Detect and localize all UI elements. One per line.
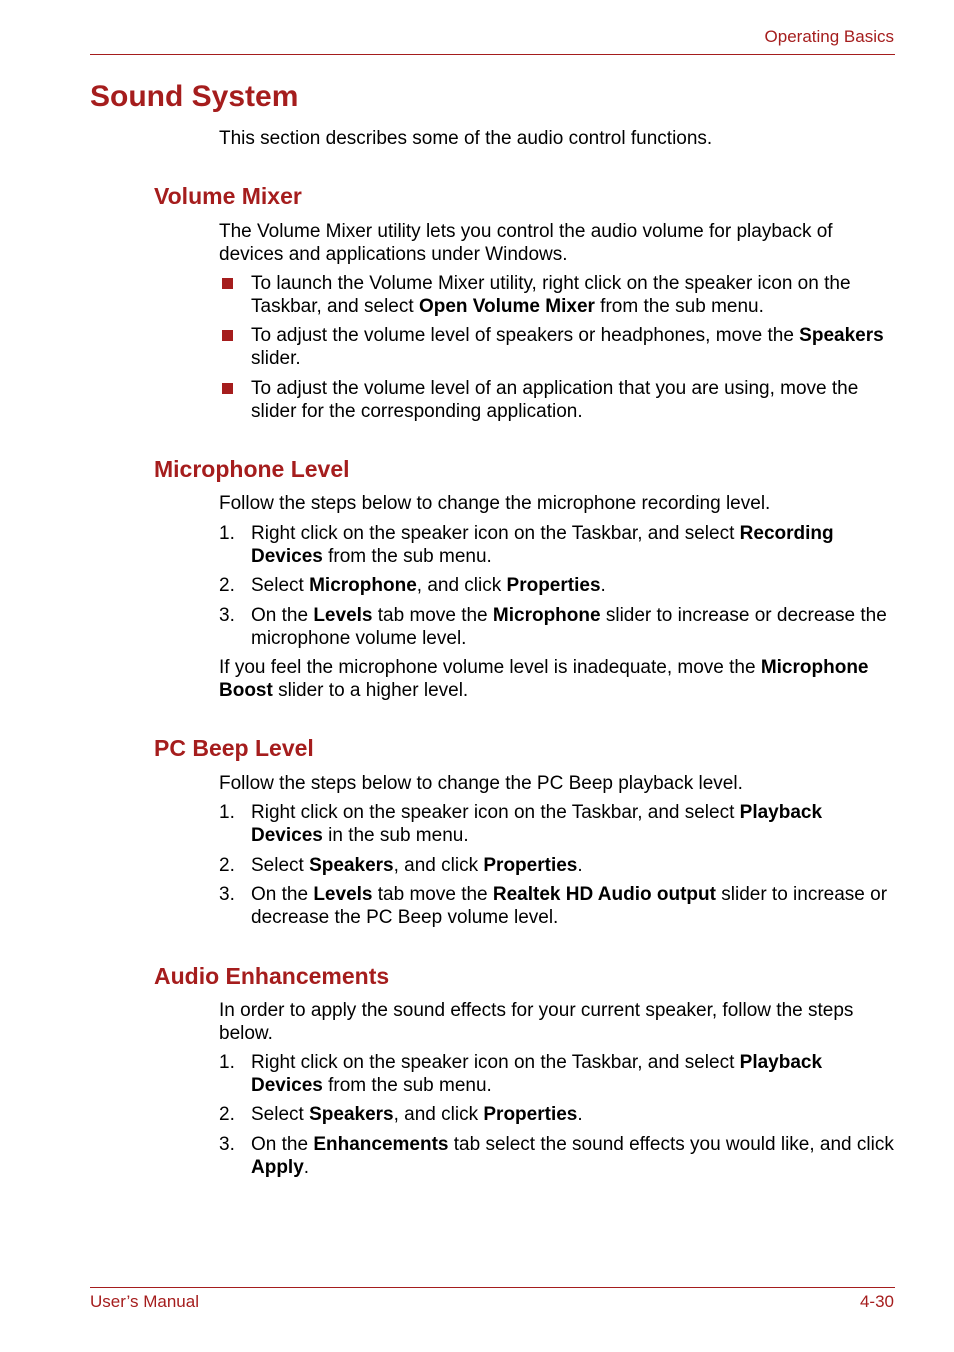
audio-enhancements-heading: Audio Enhancements — [154, 963, 390, 989]
footer-manual-label: User’s Manual — [90, 1292, 199, 1311]
audio-enh-step-1: 1. Right click on the speaker icon on the Taskbar, and select Playback Devices from the sub menu. — [219, 1052, 823, 1096]
audio-enh-step-3: 3. On the Enhancements tab select the sound effects you would like, and click Apply. — [219, 1134, 894, 1178]
volume-mixer-bullet-2: To adjust the volume level of speakers or headphones, move the Speakers slider. — [219, 324, 899, 370]
microphone-paragraph: Follow the steps below to change the microphone recording level. — [219, 493, 771, 514]
microphone-step-1: 1. Right click on the speaker icon on the Taskbar, and select Recording Devices from the sub menu. — [219, 523, 834, 567]
page-number: 4-30 — [859, 1292, 894, 1311]
pc-beep-step-3: 3. On the Levels tab move the Realtek HD Audio output slider to increase or decrease the PC Beep volume level. — [219, 884, 888, 928]
running-header: Operating Basics — [764, 27, 894, 46]
microphone-step-3: 3. On the Levels tab move the Microphone slider to increase or decrease the microphone volume level. — [219, 605, 887, 649]
intro-paragraph: This section describes some of the audio control functions. — [219, 128, 713, 149]
microphone-note: If you feel the microphone volume level is inadequate, move the Microphone Boost slider to a higher level. — [219, 657, 869, 701]
square-bullet-icon — [222, 278, 233, 289]
volume-mixer-paragraph: The Volume Mixer utility lets you control the audio volume for playback of devices and applications under Windows. — [219, 221, 833, 265]
pc-beep-step-1: 1. Right click on the speaker icon on the Taskbar, and select Playback Devices in the sub menu. — [219, 802, 823, 846]
header-rule — [90, 54, 895, 55]
audio-enh-step-2: 2. Select Speakers, and click Properties. — [219, 1104, 583, 1125]
microphone-level-heading: Microphone Level — [154, 456, 350, 482]
microphone-step-2: 2. Select Microphone, and click Properties. — [219, 575, 606, 596]
audio-enhancements-paragraph: In order to apply the sound effects for your current speaker, follow the steps below. — [219, 1000, 854, 1044]
volume-mixer-bullet-3: To adjust the volume level of an application that you are using, move the slider for the corresponding application. — [219, 377, 899, 423]
square-bullet-icon — [222, 330, 233, 341]
volume-mixer-heading: Volume Mixer — [154, 183, 302, 209]
pc-beep-level-heading: PC Beep Level — [154, 735, 314, 761]
footer-rule — [90, 1287, 895, 1288]
page-title: Sound System — [90, 80, 299, 113]
pc-beep-step-2: 2. Select Speakers, and click Properties. — [219, 855, 583, 876]
pc-beep-paragraph: Follow the steps below to change the PC Beep playback level. — [219, 773, 743, 794]
volume-mixer-bullet-1: To launch the Volume Mixer utility, right click on the speaker icon on the Taskbar, and select Open Volume Mixer from the sub menu. — [219, 272, 899, 318]
square-bullet-icon — [222, 383, 233, 394]
